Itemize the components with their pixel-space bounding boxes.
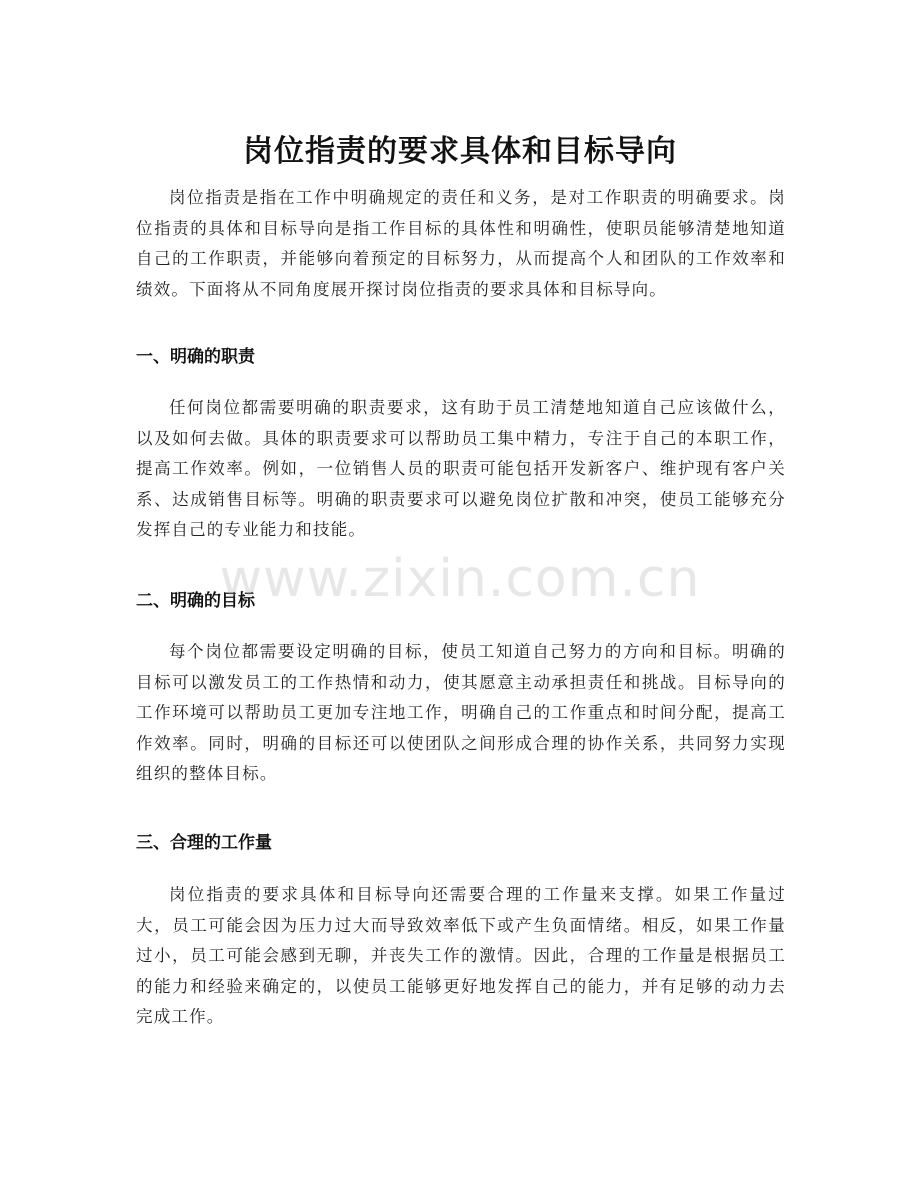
page-title: 岗位指责的要求具体和目标导向 xyxy=(243,134,677,170)
section-3-paragraph: 岗位指责的要求具体和目标导向还需要合理的工作量来支撑。如果工作量过大，员工可能会因为压力过大而导致效率低下或产生负面情绪。相反，如果工作量过小，员工可能会感到无聊，并丧失工作的激情。因此，合理的工作量是根据员工的能力和经验来确定的，以使员工能够更好地发挥自己的能力，并有足够的动力去完成工作。 xyxy=(136,885,786,1026)
section-1-heading: 一、明确的职责 xyxy=(136,347,255,367)
section-2-paragraph: 每个岗位都需要设定明确的目标，使员工知道自己努力的方向和目标。明确的目标可以激发员工的工作热情和动力，使其愿意主动承担责任和挑战。目标导向的工作环境可以帮助员工更加专注地工作，明确自己的工作重点和时间分配，提高工作效率。同时，明确的目标还可以使团队之间形成合理的协作关系，共同努力实现组织的整体目标。 xyxy=(136,642,786,783)
section-1-paragraph: 任何岗位都需要明确的职责要求，这有助于员工清楚地知道自己应该做什么，以及如何去做。具体的职责要求可以帮助员工集中精力，专注于自己的本职工作，提高工作效率。例如，一位销售人员的职责可能包括开发新客户、维护现有客户关系、达成销售目标等。明确的职责要求可以避免岗位扩散和冲突，使员工能够充分发挥自己的专业能力和技能。 xyxy=(136,398,786,539)
section-2-heading: 二、明确的目标 xyxy=(136,591,255,611)
section-3-heading: 三、合理的工作量 xyxy=(136,833,272,853)
watermark-text: www.zixin.com.cn xyxy=(219,549,701,609)
intro-paragraph: 岗位指责是指在工作中明确规定的责任和义务，是对工作职责的明确要求。岗位指责的具体和目标导向是指工作目标的具体性和明确性，使职员能够清楚地知道自己的工作职责，并能够向着预定的目标努力，从而提高个人和团队的工作效率和绩效。下面将从不同角度展开探讨岗位指责的要求具体和目标导向。 xyxy=(136,188,786,299)
